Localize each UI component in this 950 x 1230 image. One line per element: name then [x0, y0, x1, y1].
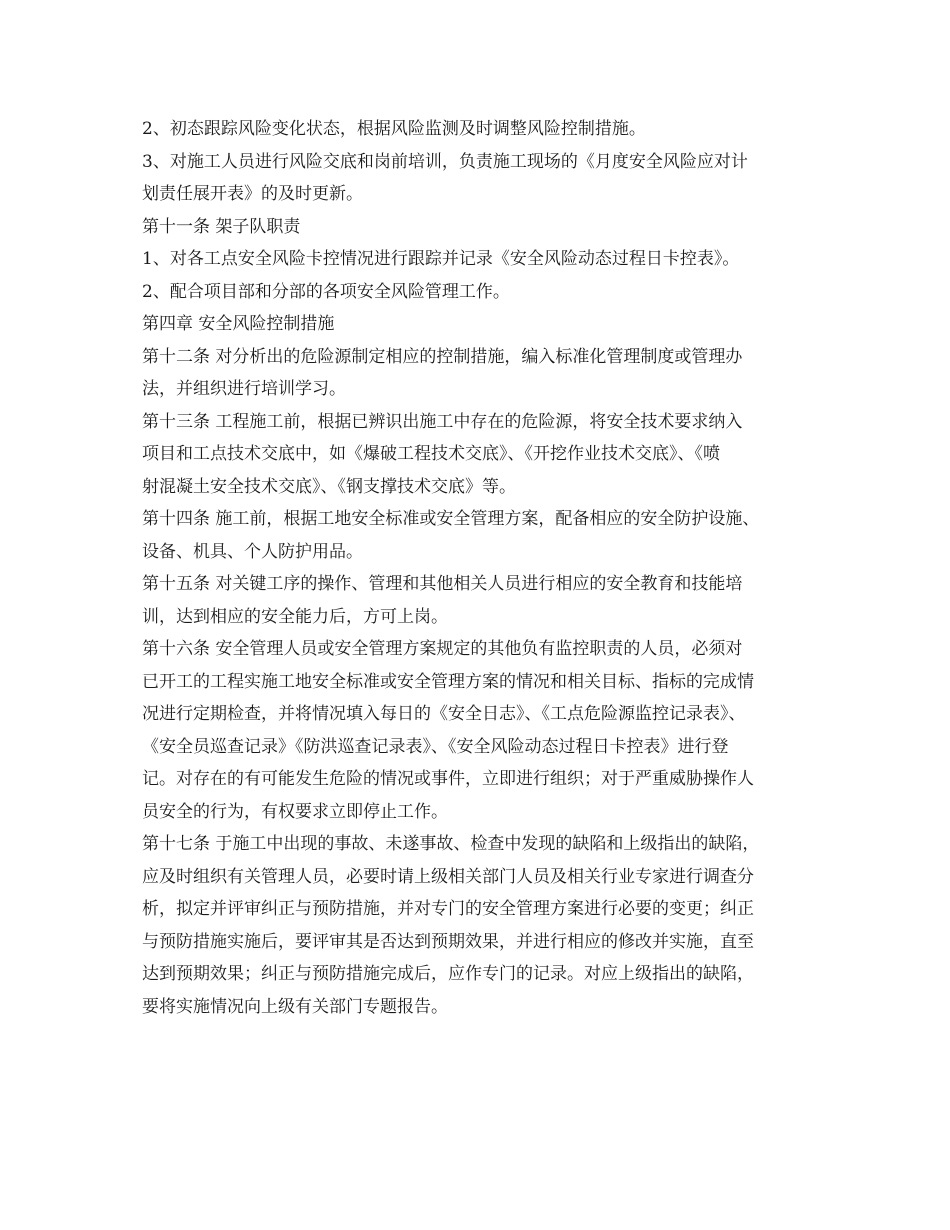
text-line: 应及时组织有关管理人员，必要时请上级相关部门人员及相关行业专家进行调查分: [142, 866, 754, 887]
text-line: 2、配合项目部和分部的各项安全风险管理工作。: [142, 281, 510, 302]
text-line: 已开工的工程实施工地安全标准或安全管理方案的情况和相关目标、指标的完成情: [142, 671, 754, 692]
document-body: [142, 113, 822, 1023]
chapter-heading: 第四章 安全风险控制措施: [142, 314, 335, 334]
text-line: 第十四条 施工前，根据工地安全标准或安全管理方案，配备相应的安全防护设施、: [142, 509, 760, 529]
text-line: 训，达到相应的安全能力后，方可上岗。: [142, 606, 448, 627]
text-line: 划责任展开表》的及时更新。: [142, 184, 363, 204]
text-line: 《安全员巡查记录》《防洪巡查记录表》、《安全风险动态过程日卡控表》进行登: [142, 736, 729, 757]
text-line: 设备、机具、个人防护用品。: [142, 541, 363, 562]
text-line: 射混凝土安全技术交底》、《钢支撑技术交底》等。: [142, 476, 516, 497]
text-line: 记。对存在的有可能发生危险的情况或事件，立即进行组织；对于严重威胁操作人: [142, 769, 754, 789]
section-heading: 第十一条 架子队职责: [142, 216, 301, 237]
text-line: 达到预期效果；纠正与预防措施完成后，应作专门的记录。对应上级指出的缺陷，: [142, 964, 754, 984]
text-line: 第十六条 安全管理人员或安全管理方案规定的其他负有监控职责的人员，必须对: [142, 639, 743, 659]
text-line: 2、初态跟踪风险变化状态，根据风险监测及时调整风险控制措施。: [142, 119, 646, 139]
text-line: 第十七条 于施工中出现的事故、未遂事故、检查中发现的缺陷和上级指出的缺陷，: [142, 834, 760, 854]
text-line: 法，并组织进行培训学习。: [142, 379, 346, 399]
text-line: 项目和工点技术交底中，如《爆破工程技术交底》、《开挖作业技术交底》、《喷: [142, 444, 720, 464]
text-line: 第十三条 工程施工前，根据已辨识出施工中存在的危险源，将安全技术要求纳入: [142, 411, 743, 432]
text-line: 1、对各工点安全风险卡控情况进行跟踪并记录《安全风险动态过程日卡控表》。: [142, 249, 740, 269]
text-line: 要将实施情况向上级有关部门专题报告。: [142, 996, 448, 1017]
text-line: 第十五条 对关键工序的操作、管理和其他相关人员进行相应的安全教育和技能培: [142, 574, 743, 594]
text-line: 第十二条 对分析出的危险源制定相应的控制措施，编入标准化管理制度或管理办: [142, 346, 743, 367]
text-line: 况进行定期检查，并将情况填入每日的《安全日志》、《工点危险源监控记录表》、: [142, 704, 746, 724]
text-line: 3、对施工人员进行风险交底和岗前培训，负责施工现场的《月度安全风险应对计: [142, 151, 748, 172]
text-line: 与预防措施实施后，要评审其是否达到预期效果，并进行相应的修改并实施，直至: [142, 931, 754, 952]
text-line: 员安全的行为，有权要求立即停止工作。: [142, 801, 448, 822]
text-line: 析，拟定并评审纠正与预防措施，并对专门的安全管理方案进行必要的变更；纠正: [142, 899, 754, 919]
